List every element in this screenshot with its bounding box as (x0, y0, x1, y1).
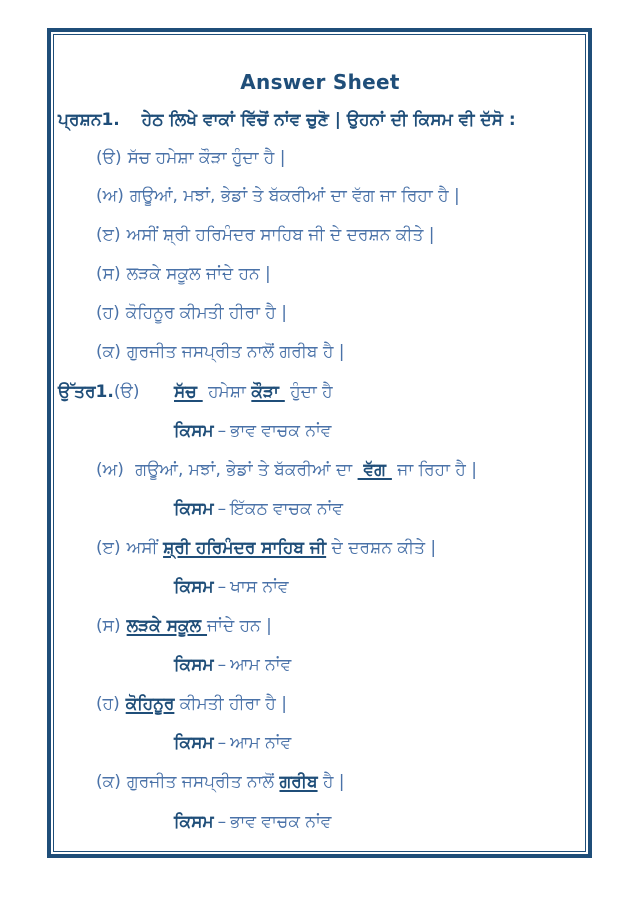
answer-item (96, 694, 287, 714)
kisam-label: ਕਿਸਮ (174, 499, 214, 519)
answer-text: ਹੈ | (317, 772, 345, 792)
answer-noun: ਕੋਹਿਨੂਰ (125, 694, 175, 714)
answer-sentence (174, 382, 333, 402)
answer-item (96, 538, 436, 558)
answer-type (174, 733, 291, 753)
answer-text: ਦੇ ਦਰਸ਼ਨ ਕੀਤੇ | (326, 538, 437, 558)
page-title: Answer Sheet (240, 70, 400, 94)
item-sentence: ਸੱਚ ਹਮੇਸ਼ਾ ਕੌੜਾ ਹੁੰਦਾ ਹੈ | (127, 148, 286, 168)
answer-item (96, 616, 272, 636)
question-item (96, 342, 345, 362)
question-label: ਪ੍ਰਸ਼ਨ1. (58, 110, 120, 130)
noun-type: ਆਮ ਨਾਂਵ (230, 655, 292, 675)
item-marker: (ੳ) (96, 148, 122, 168)
answer-noun: ਵੱਗ (357, 460, 392, 480)
dash: – (217, 812, 227, 832)
noun-type: ਭਾਵ ਵਾਚਕ ਨਾਂਵ (230, 812, 332, 832)
answer-text: ਅਸੀਂ (126, 538, 164, 558)
kisam-label: ਕਿਸਮ (174, 655, 214, 675)
answer-noun: ਕੌੜਾ (251, 382, 285, 402)
item-marker: (ਸ) (96, 264, 121, 284)
noun-type: ਇੱਕਠ ਵਾਚਕ ਨਾਂਵ (230, 499, 344, 519)
item-marker: (ਕ) (96, 772, 121, 792)
answer-item (58, 382, 145, 402)
item-marker: (ਅ) (96, 460, 124, 480)
noun-type: ਆਮ ਨਾਂਵ (230, 733, 292, 753)
answer-noun: ਸ਼੍ਰੀ ਹਰਿਮੰਦਰ ਸਾਹਿਬ ਜੀ (163, 538, 327, 558)
noun-type: ਖਾਸ ਨਾਂਵ (230, 577, 289, 597)
answer-text: ਜਾ ਰਿਹਾ ਹੈ | (391, 460, 477, 480)
question-heading (58, 110, 516, 130)
item-marker: (ਕ) (96, 342, 121, 362)
question-item (96, 225, 435, 245)
item-marker: (ਹ) (96, 694, 120, 714)
answer-text: ਗਊਆਂ, ਮਝਾਂ, ਭੇਡਾਂ ਤੇ ਬੱਕਰੀਆਂ ਦਾ (135, 460, 358, 480)
item-marker: (ੳ) (113, 382, 140, 402)
dash: – (217, 577, 227, 597)
answer-text: ਹੁੰਦਾ ਹੈ (284, 382, 333, 402)
answer-noun: ਸੱਚ (174, 382, 203, 402)
answer-text: ਕੀਮਤੀ ਹੀਰਾ ਹੈ | (174, 694, 288, 714)
item-sentence: ਕੋਹਿਨੂਰ ਕੀਮਤੀ ਹੀਰਾ ਹੈ | (125, 303, 288, 323)
item-sentence: ਲੜਕੇ ਸਕੂਲ ਜਾਂਦੇ ਹਨ | (126, 264, 271, 284)
answer-label: ਉੱਤਰ1. (58, 382, 114, 402)
answer-type (174, 655, 291, 675)
item-marker: (ਸ) (96, 616, 121, 636)
item-sentence: ਅਸੀਂ ਸ਼੍ਰੀ ਹਰਿਮੰਦਰ ਸਾਹਿਬ ਜੀ ਦੇ ਦਰਸ਼ਨ ਕੀਤੇ | (126, 225, 435, 245)
kisam-label: ਕਿਸਮ (174, 577, 214, 597)
question-instruction: ਹੇਠ ਲਿਖੇ ਵਾਕਾਂ ਵਿੱਚੋਂ ਨਾਂਵ ਚੁਣੋ | ਉਹਨਾਂ ਦੀ ਕਿਸਮ ਵੀ ਦੱਸੋ : (141, 110, 516, 130)
item-sentence: ਗਊਆਂ, ਮਝਾਂ, ਭੇਡਾਂ ਤੇ ਬੱਕਰੀਆਂ ਦਾ ਵੱਗ ਜਾ ਰਿਹਾ ਹੈ | (129, 186, 460, 206)
question-item (96, 303, 287, 323)
item-marker: (ੲ) (96, 225, 121, 245)
kisam-label: ਕਿਸਮ (174, 733, 214, 753)
kisam-label: ਕਿਸਮ (174, 812, 214, 832)
item-marker: (ਹ) (96, 303, 120, 323)
answer-text: ਹਮੇਸ਼ਾ (202, 382, 252, 402)
answer-item (96, 460, 477, 480)
answer-type (174, 421, 331, 441)
item-marker: (ਅ) (96, 186, 124, 206)
item-marker: (ੲ) (96, 538, 121, 558)
item-sentence: ਗੁਰਜੀਤ ਜਸਪ੍ਰੀਤ ਨਾਲੋਂ ਗਰੀਬ ਹੈ | (126, 342, 345, 362)
answer-type (174, 812, 331, 832)
dash: – (217, 421, 227, 441)
question-item (96, 148, 286, 168)
answer-text: ਜਾਂਦੇ ਹਨ | (207, 616, 272, 636)
answer-type (174, 577, 289, 597)
question-item (96, 264, 271, 284)
answer-noun: ਗਰੀਬ (279, 772, 318, 792)
noun-type: ਭਾਵ ਵਾਚਕ ਨਾਂਵ (230, 421, 332, 441)
question-item (96, 186, 460, 206)
answer-item (96, 772, 345, 792)
kisam-label: ਕਿਸਮ (174, 421, 214, 441)
dash: – (217, 733, 227, 753)
answer-type (174, 499, 343, 519)
dash: – (217, 499, 227, 519)
answer-text: ਗੁਰਜੀਤ ਜਸਪ੍ਰੀਤ ਨਾਲੋਂ (126, 772, 280, 792)
answer-noun: ਲੜਕੇ ਸਕੂਲ (126, 616, 208, 636)
dash: – (217, 655, 227, 675)
